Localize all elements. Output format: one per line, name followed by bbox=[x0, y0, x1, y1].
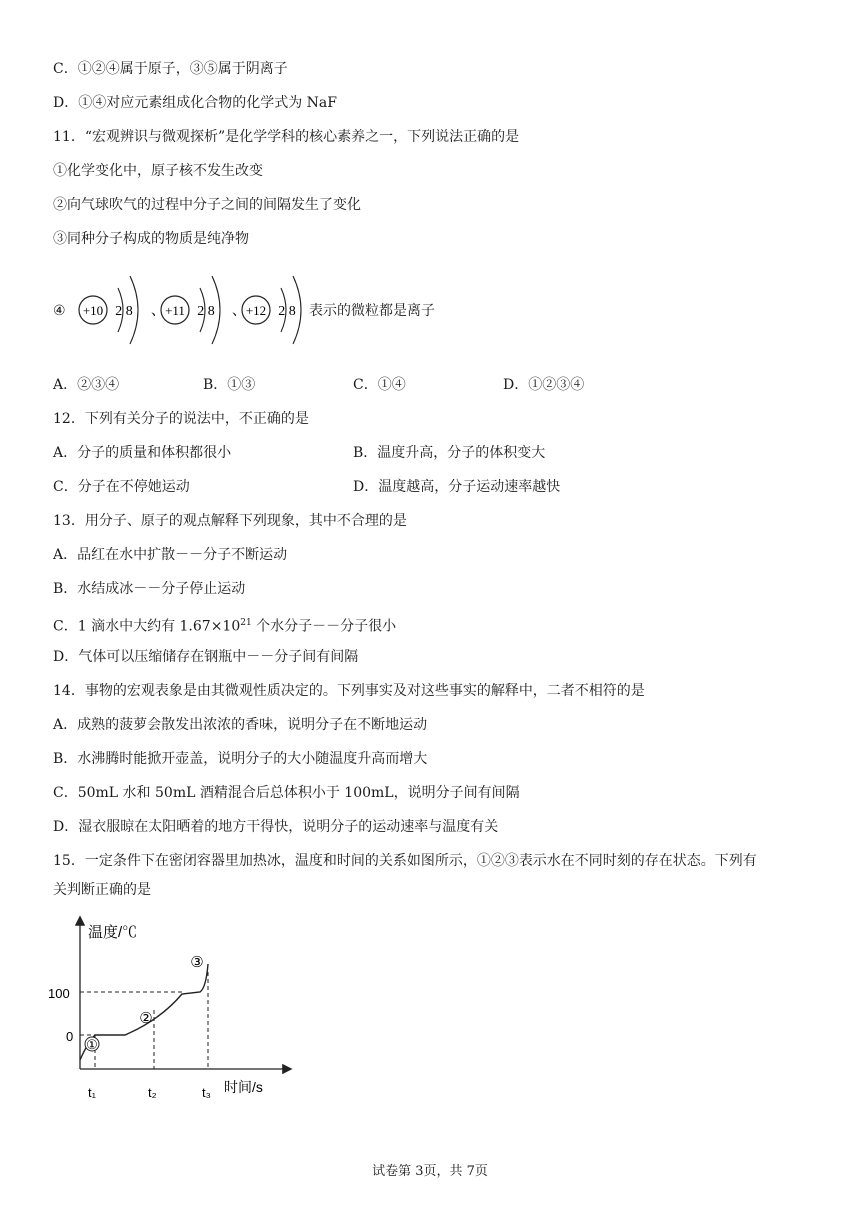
state-marker-1: ① bbox=[86, 1037, 98, 1052]
q11-option-d: D．①②③④ bbox=[503, 377, 585, 393]
q14-option-d: D．湿衣服晾在太阳晒着的地方干得快，说明分子的运动速率与温度有关 bbox=[53, 819, 499, 835]
page-footer: 试卷第 3页，共 7页 bbox=[372, 1164, 488, 1179]
atom-1-nucleus: +10 bbox=[82, 303, 104, 318]
q14-stem: 14．事物的宏观表象是由其微观性质决定的。下列事实及对这些事实的解释中，二者不相符的是 bbox=[53, 683, 645, 699]
q11-option-b: B．①③ bbox=[203, 377, 256, 393]
q12-stem: 12．下列有关分子的说法中，不正确的是 bbox=[53, 411, 309, 427]
q11-item-3: ③同种分子构成的物质是纯净物 bbox=[53, 231, 249, 247]
q10-option-c: C．①②④属于原子，③⑤属于阴离子 bbox=[53, 61, 288, 77]
temperature-time-graph bbox=[40, 912, 320, 1112]
separator-2: 、 bbox=[232, 304, 246, 319]
q11-option-a: A．②③④ bbox=[53, 377, 120, 393]
q12-option-b: B．温度升高，分子的体积变大 bbox=[353, 445, 546, 461]
atom-3-nucleus: +12 bbox=[245, 303, 267, 318]
q13-option-a: A．品红在水中扩散－－分子不断运动 bbox=[53, 547, 288, 563]
q14-option-b: B．水沸腾时能掀开壶盖，说明分子的大小随温度升高而增大 bbox=[53, 751, 428, 767]
separator-1: 、 bbox=[151, 304, 165, 319]
q13-option-b: B．水结成冰－－分子停止运动 bbox=[53, 581, 246, 597]
q10-option-d: D．①④对应元素组成化合物的化学式为 NaF bbox=[53, 95, 337, 111]
q12-option-d: D．温度越高，分子运动速率越快 bbox=[353, 479, 561, 495]
atom-3-shells: 2 8 bbox=[278, 304, 296, 319]
q11-item-4-prefix: ④ bbox=[53, 303, 66, 319]
q14-option-c: C．50mL 水和 50mL 酒精混合后总体积小于 100mL，说明分子间有间隔 bbox=[53, 785, 520, 801]
q13-stem: 13．用分子、原子的观点解释下列现象，其中不合理的是 bbox=[53, 513, 407, 529]
q15-stem-line-1: 15．一定条件下在密闭容器里加热冰，温度和时间的关系如图所示，①②③表示水在不同时刻的存在状态。下列有 bbox=[53, 853, 757, 869]
q11-item-2: ②向气球吹气的过程中分子之间的间隔发生了变化 bbox=[53, 197, 361, 213]
q12-option-a: A．分子的质量和体积都很小 bbox=[53, 445, 232, 461]
y-tick-100: 100 bbox=[48, 986, 70, 1001]
y-axis-label: 温度/℃ bbox=[88, 924, 138, 941]
q12-option-c: C．分子在不停她运动 bbox=[53, 479, 190, 495]
state-marker-2: ② bbox=[139, 1010, 153, 1027]
x-tick-t2: t₂ bbox=[148, 1085, 157, 1100]
x-tick-t3: t₃ bbox=[202, 1085, 211, 1100]
atom-diagram-2 bbox=[161, 276, 246, 344]
y-tick-0: 0 bbox=[66, 1029, 74, 1044]
atom-2-shells: 2 8 bbox=[197, 304, 215, 319]
q11-item-1: ①化学变化中，原子核不发生改变 bbox=[53, 163, 263, 179]
q13-option-c bbox=[53, 613, 396, 637]
atom-diagram-3 bbox=[242, 276, 301, 344]
q13-option-c-pre: C．1 滴水中大约有 1.67×10 bbox=[53, 618, 241, 635]
atom-diagram-1 bbox=[79, 276, 165, 344]
state-marker-3: ③ bbox=[190, 954, 204, 971]
atom-2-nucleus: +11 bbox=[165, 303, 185, 318]
q13-option-c-exponent: 21 bbox=[240, 618, 252, 628]
q13-option-c-post: 个水分子－－分子很小 bbox=[251, 618, 397, 635]
x-tick-t1: t₁ bbox=[88, 1085, 96, 1100]
atom-1-shells: 2 8 bbox=[115, 304, 133, 319]
q11-option-c: C．①④ bbox=[353, 377, 406, 393]
x-axis-label: 时间/s bbox=[224, 1079, 263, 1095]
q15-stem-line-2: 关判断正确的是 bbox=[53, 882, 151, 898]
q11-item-4-suffix: 表示的微粒都是离子 bbox=[309, 303, 435, 319]
q14-option-a: A．成熟的菠萝会散发出浓浓的香味，说明分子在不断地运动 bbox=[53, 717, 428, 733]
q13-option-d: D．气体可以压缩储存在钢瓶中－－分子间有间隔 bbox=[53, 649, 359, 665]
q11-stem: 11．“宏观辨识与微观探析”是化学学科的核心素养之一，下列说法正确的是 bbox=[53, 129, 520, 145]
